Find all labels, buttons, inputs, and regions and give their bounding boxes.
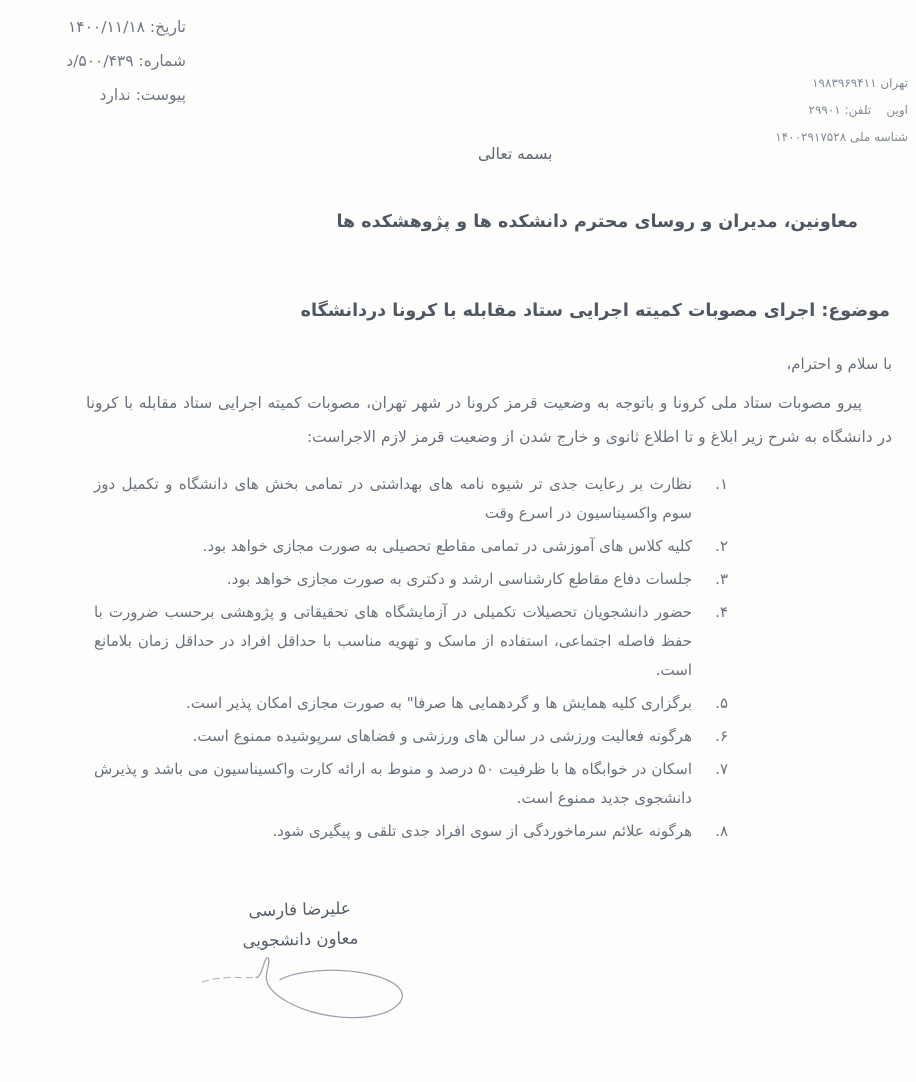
item-number: ۸.: [715, 822, 728, 840]
list-item: [94, 598, 728, 685]
letterhead-block: [775, 70, 908, 151]
signer-name: علیرضا فارسی: [248, 898, 351, 921]
list-item: [94, 817, 728, 846]
intro-paragraph: پیرو مصوبات ستاد ملی کرونا و باتوجه به وضعیت قرمز کرونا در شهر تهران، مصوبات کمیته اجرایی ستاد مقابله با کرونا در دانشگاه به شرح زیر ابلاغ و تا اطلاع ثانوی و خارج شدن از وضعیت قرمز لازم الاجراست:: [86, 394, 892, 446]
letterhead-national-id-line: شناسه ملی ۱۴۰۰۲۹۱۷۵۲۸: [775, 130, 908, 144]
item-text: حضور دانشجویان تحصیلات تکمیلی در آزمایشگاه های تحقیقاتی و پژوهشی برحسب ضرورت با حفظ فاصله اجتماعی، استفاده از ماسک و تهویه مناسب با حداقل افراد در حداقل زمان بلامانع است.: [94, 603, 692, 679]
item-text: جلسات دفاع مقاطع کارشناسی ارشد و دکتری به صورت مجازی خواهد بود.: [226, 570, 692, 588]
item-number: ۵.: [715, 694, 728, 712]
attachment-row: [26, 78, 186, 112]
item-number: ۴.: [715, 603, 728, 621]
item-text: اسکان در خوابگاه ها با ظرفیت ۵۰ درصد و منوط به ارائه کارت واکسیناسیون می باشد و پذیرش دانشجوی جدید ممنوع است.: [94, 760, 692, 807]
attachment-value: ندارد: [99, 86, 131, 104]
addressee-line: معاونین، مدیران و روسای محترم دانشکده ها و پژوهشکده ها: [336, 212, 858, 232]
list-item: [94, 470, 728, 528]
number-value: ۵۰۰/۴۳۹/د: [66, 52, 134, 70]
signature-scribble: [198, 938, 498, 1038]
item-text: برگزاری کلیه همایش ها و گردهمایی ها صرفا" به صورت مجازی امکان پذیر است.: [185, 694, 692, 712]
meta-block: [26, 10, 186, 112]
item-text: هرگونه علائم سرماخوردگی از سوی افراد جدی تلقی و پیگیری شود.: [272, 822, 692, 840]
list-item: [94, 565, 728, 594]
list-item: [94, 722, 728, 751]
item-text: هرگونه فعالیت ورزشی در سالن های ورزشی و فضاهای سرپوشیده ممنوع است.: [192, 727, 692, 745]
besmellah-heading: بسمه تعالی: [478, 145, 553, 163]
date-label: تاریخ:: [149, 18, 186, 36]
list-item: [94, 532, 728, 561]
attachment-label: پیوست:: [135, 86, 186, 104]
letterhead-phone-line: اوین تلفن: ۲۹۹۰۱: [808, 103, 908, 117]
item-number: ۶.: [715, 727, 728, 745]
directives-list: [94, 470, 728, 850]
list-item: [94, 755, 728, 813]
item-text: نظارت بر رعایت جدی تر شیوه نامه های بهداشتی در تمامی بخش های دانشگاه و تکمیل دوز سوم واکسیناسیون در اسرع وقت: [94, 475, 692, 522]
date-row: [26, 10, 186, 44]
item-number: ۲.: [715, 537, 728, 555]
signer-title: معاون دانشجویی: [242, 928, 359, 951]
salutation-line: با سلام و احترام،: [786, 355, 892, 373]
item-text: کلیه کلاس های آموزشی در تمامی مقاطع تحصیلی به صورت مجازی خواهد بود.: [202, 537, 692, 555]
list-item: [94, 689, 728, 718]
letterhead-city-line: تهران ۱۹۸۳۹۶۹۴۱۱: [812, 76, 908, 90]
number-row: [26, 44, 186, 78]
item-number: ۷.: [715, 760, 728, 778]
item-number: ۳.: [715, 570, 728, 588]
subject-line: موضوع: اجرای مصوبات کمیته اجرایی ستاد مقابله با کرونا دردانشگاه: [300, 301, 890, 321]
number-label: شماره:: [138, 52, 186, 70]
item-number: ۱.: [715, 475, 728, 493]
date-value: ۱۴۰۰/۱۱/۱۸: [67, 18, 145, 36]
